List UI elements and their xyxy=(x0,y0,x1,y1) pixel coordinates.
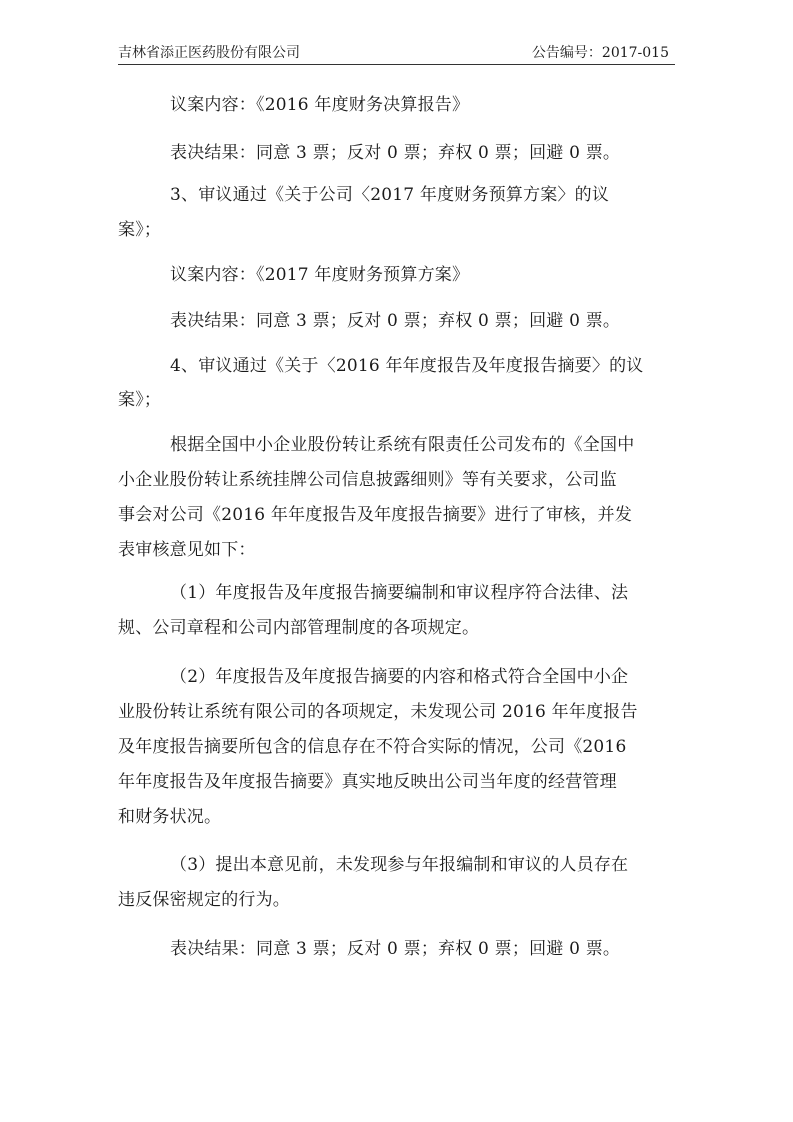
body-line: 及年度报告摘要所包含的信息存在不符合实际的情况，公司《2016 xyxy=(118,737,627,757)
body-line: 业股份转让系统有限公司的各项规定，未发现公司 2016 年年度报告 xyxy=(118,702,638,722)
body-line: 案》； xyxy=(118,390,162,410)
body-line: 议案内容：《2016 年度财务决算报告》 xyxy=(170,95,470,115)
body-line: 根据全国中小企业股份转让系统有限责任公司发布的《全国中 xyxy=(170,435,635,455)
body-line: 表审核意见如下： xyxy=(118,540,256,560)
body-line: 案》； xyxy=(118,220,162,240)
body-line: 小企业股份转让系统挂牌公司信息披露细则》等有关要求，公司监 xyxy=(118,470,617,490)
body-line: 议案内容：《2017 年度财务预算方案》 xyxy=(170,265,470,285)
body-line: 和财务状况。 xyxy=(118,807,222,827)
company-name: 吉林省添正医药股份有限公司 xyxy=(118,45,300,61)
body-line: （2）年度报告及年度报告摘要的内容和格式符合全国中小企 xyxy=(170,667,629,687)
body-line: 表决结果：同意 3 票；反对 0 票；弃权 0 票；回避 0 票。 xyxy=(170,311,621,331)
body-line: 表决结果：同意 3 票；反对 0 票；弃权 0 票；回避 0 票。 xyxy=(170,939,621,959)
body-line: 表决结果：同意 3 票；反对 0 票；弃权 0 票；回避 0 票。 xyxy=(170,143,621,163)
body-line: 年年度报告及年度报告摘要》真实地反映出公司当年度的经营管理 xyxy=(118,772,617,792)
body-line: 3、审议通过《关于公司〈2017 年度财务预算方案〉的议 xyxy=(170,185,610,205)
body-line: 违反保密规定的行为。 xyxy=(118,890,290,910)
body-line: 事会对公司《2016 年年度报告及年度报告摘要》进行了审核，并发 xyxy=(118,505,633,525)
page-header xyxy=(118,40,675,65)
announcement-number: 公告编号：2017-015 xyxy=(531,45,669,61)
body-line: 4、审议通过《关于〈2016 年年度报告及年度报告摘要〉的议 xyxy=(170,356,644,376)
body-line: （3）提出本意见前，未发现参与年报编制和审议的人员存在 xyxy=(170,855,629,875)
body-line: 规、公司章程和公司内部管理制度的各项规定。 xyxy=(118,618,480,638)
body-line: （1）年度报告及年度报告摘要编制和审议程序符合法律、法 xyxy=(170,583,629,603)
